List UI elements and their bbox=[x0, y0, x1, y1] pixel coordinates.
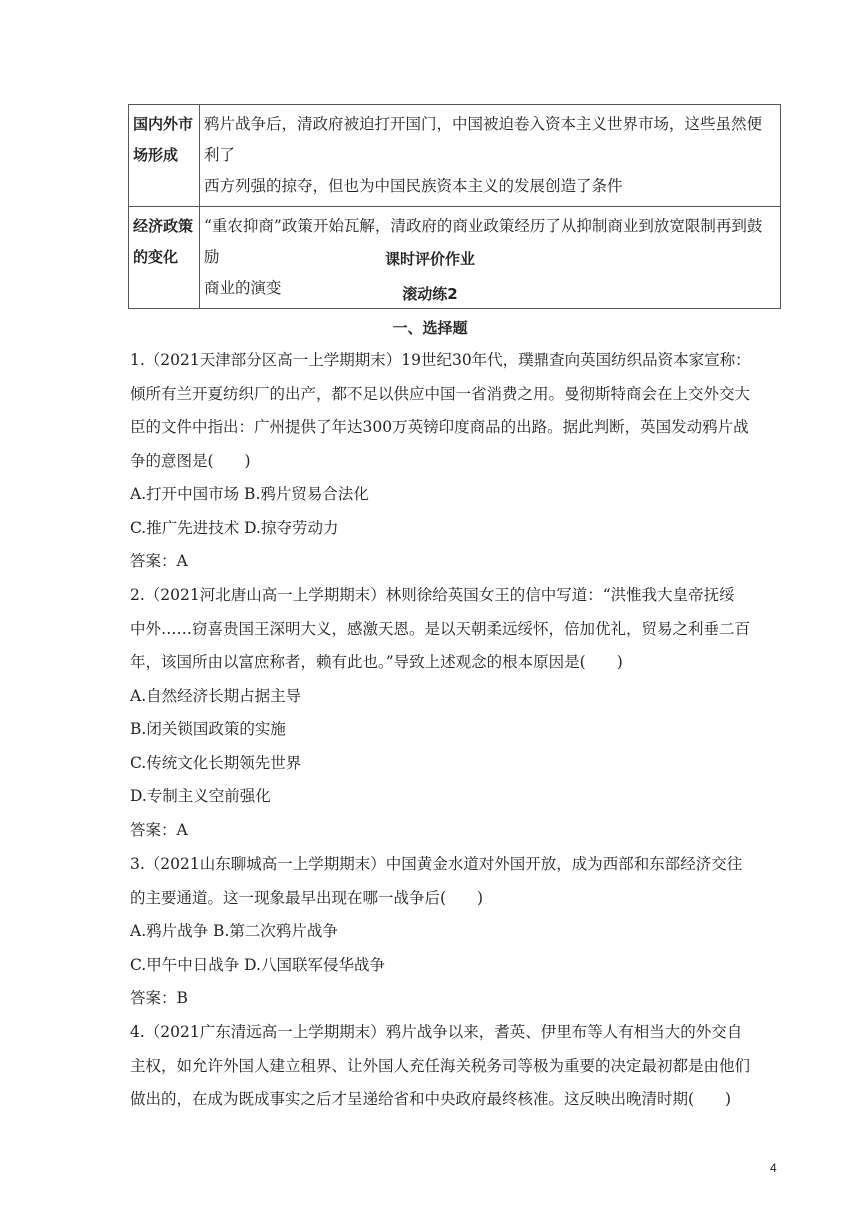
option-line: A.打开中国市场 B.鸦片贸易合法化 bbox=[130, 485, 369, 503]
table-cell-text: 国内外市 bbox=[133, 115, 194, 133]
table-cell-text: 商业的演变 bbox=[204, 279, 282, 297]
table-row-body bbox=[200, 105, 781, 207]
question-3 bbox=[130, 848, 780, 1016]
page-number: 4 bbox=[770, 1161, 777, 1175]
question-4 bbox=[130, 1016, 780, 1117]
question-text: 倾所有兰开夏纺织厂的出产，都不足以供应中国一省消费之用。曼彻斯特商会在上交外交大 bbox=[130, 384, 751, 403]
section-heading: 一、选择题 bbox=[392, 319, 468, 337]
table-cell-text: 西方列强的掠夺，但也为中国民族资本主义的发展创造了条件 bbox=[204, 177, 623, 195]
table-cell-text: 场形成 bbox=[133, 146, 179, 164]
option-line: C.传统文化长期领先世界 bbox=[130, 753, 302, 772]
table-cell-text: 鸦片战争后，清政府被迫打开国门，中国被迫卷入资本主义世界市场，这些虽然便利了 bbox=[204, 115, 763, 164]
page-subtitle: 滚动练2 bbox=[402, 285, 458, 303]
question-text: 1.（2021天津部分区高一上学期期末）19世纪30年代，璞鼎查向英国纺织品资本家宣称： bbox=[130, 351, 751, 369]
table-row bbox=[129, 105, 781, 207]
answer-line: 答案：A bbox=[130, 820, 188, 839]
question-text: 年，该国所由以富庶称者，赖有此也。”导致上述观念的根本原因是( ) bbox=[130, 653, 623, 671]
summary-table bbox=[128, 104, 781, 309]
question-text: 的主要通道。这一现象最早出现在哪一战争后( ) bbox=[130, 888, 484, 907]
table-cell-text: “重农抑商”政策开始瓦解，清政府的商业政策经历了从抑制商业到放宽限制再到鼓励 bbox=[204, 217, 763, 266]
question-text: 主权，如允许外国人建立租界、让外国人充任海关税务司等极为重要的决定最初都是由他们 bbox=[130, 1056, 751, 1075]
question-text: 4.（2021广东清远高一上学期期末）鸦片战争以来，耆英、伊里布等人有相当大的外交自 bbox=[130, 1023, 743, 1041]
question-text: 臣的文件中指出：广州提供了年达300万英镑印度商品的出路。据此判断，英国发动鸦片战 bbox=[130, 418, 749, 436]
answer-line: 答案：A bbox=[130, 552, 188, 570]
answer-line: 答案：B bbox=[130, 989, 188, 1007]
question-text: 中外……窃喜贵国王深明大义，感激天恩。是以天朝柔远绥怀，倍加优礼，贸易之利垂二百 bbox=[130, 619, 751, 638]
question-text: 2.（2021河北唐山高一上学期期末）林则徐给英国女王的信中写道：“洪惟我大皇帝抚绥 bbox=[130, 586, 735, 604]
question-text: 做出的，在成为既成事实之后才呈递给省和中央政府最终核准。这反映出晚清时期( ) bbox=[130, 1090, 732, 1108]
option-line: A.自然经济长期占据主导 bbox=[130, 686, 302, 705]
table-cell-text: 经济政策 bbox=[133, 217, 194, 235]
page-title: 课时评价作业 bbox=[384, 250, 475, 268]
option-line: A.鸦片战争 B.第二次鸦片战争 bbox=[130, 922, 338, 940]
option-line: D.专制主义空前强化 bbox=[130, 787, 271, 805]
question-text: 3.（2021山东聊城高一上学期期末）中国黄金水道对外国开放，成为西部和东部经济交往 bbox=[130, 855, 743, 873]
table-cell-text: 的变化 bbox=[133, 248, 179, 266]
option-line: C.推广先进技术 D.掠夺劳动力 bbox=[130, 518, 339, 537]
question-2 bbox=[130, 579, 780, 847]
option-line: B.闭关锁国政策的实施 bbox=[130, 720, 286, 738]
table-row-header bbox=[129, 105, 200, 207]
question-1 bbox=[130, 344, 780, 579]
question-text: 争的意图是( ) bbox=[130, 451, 251, 470]
option-line: C.甲午中日战争 D.八国联军侵华战争 bbox=[130, 955, 385, 974]
